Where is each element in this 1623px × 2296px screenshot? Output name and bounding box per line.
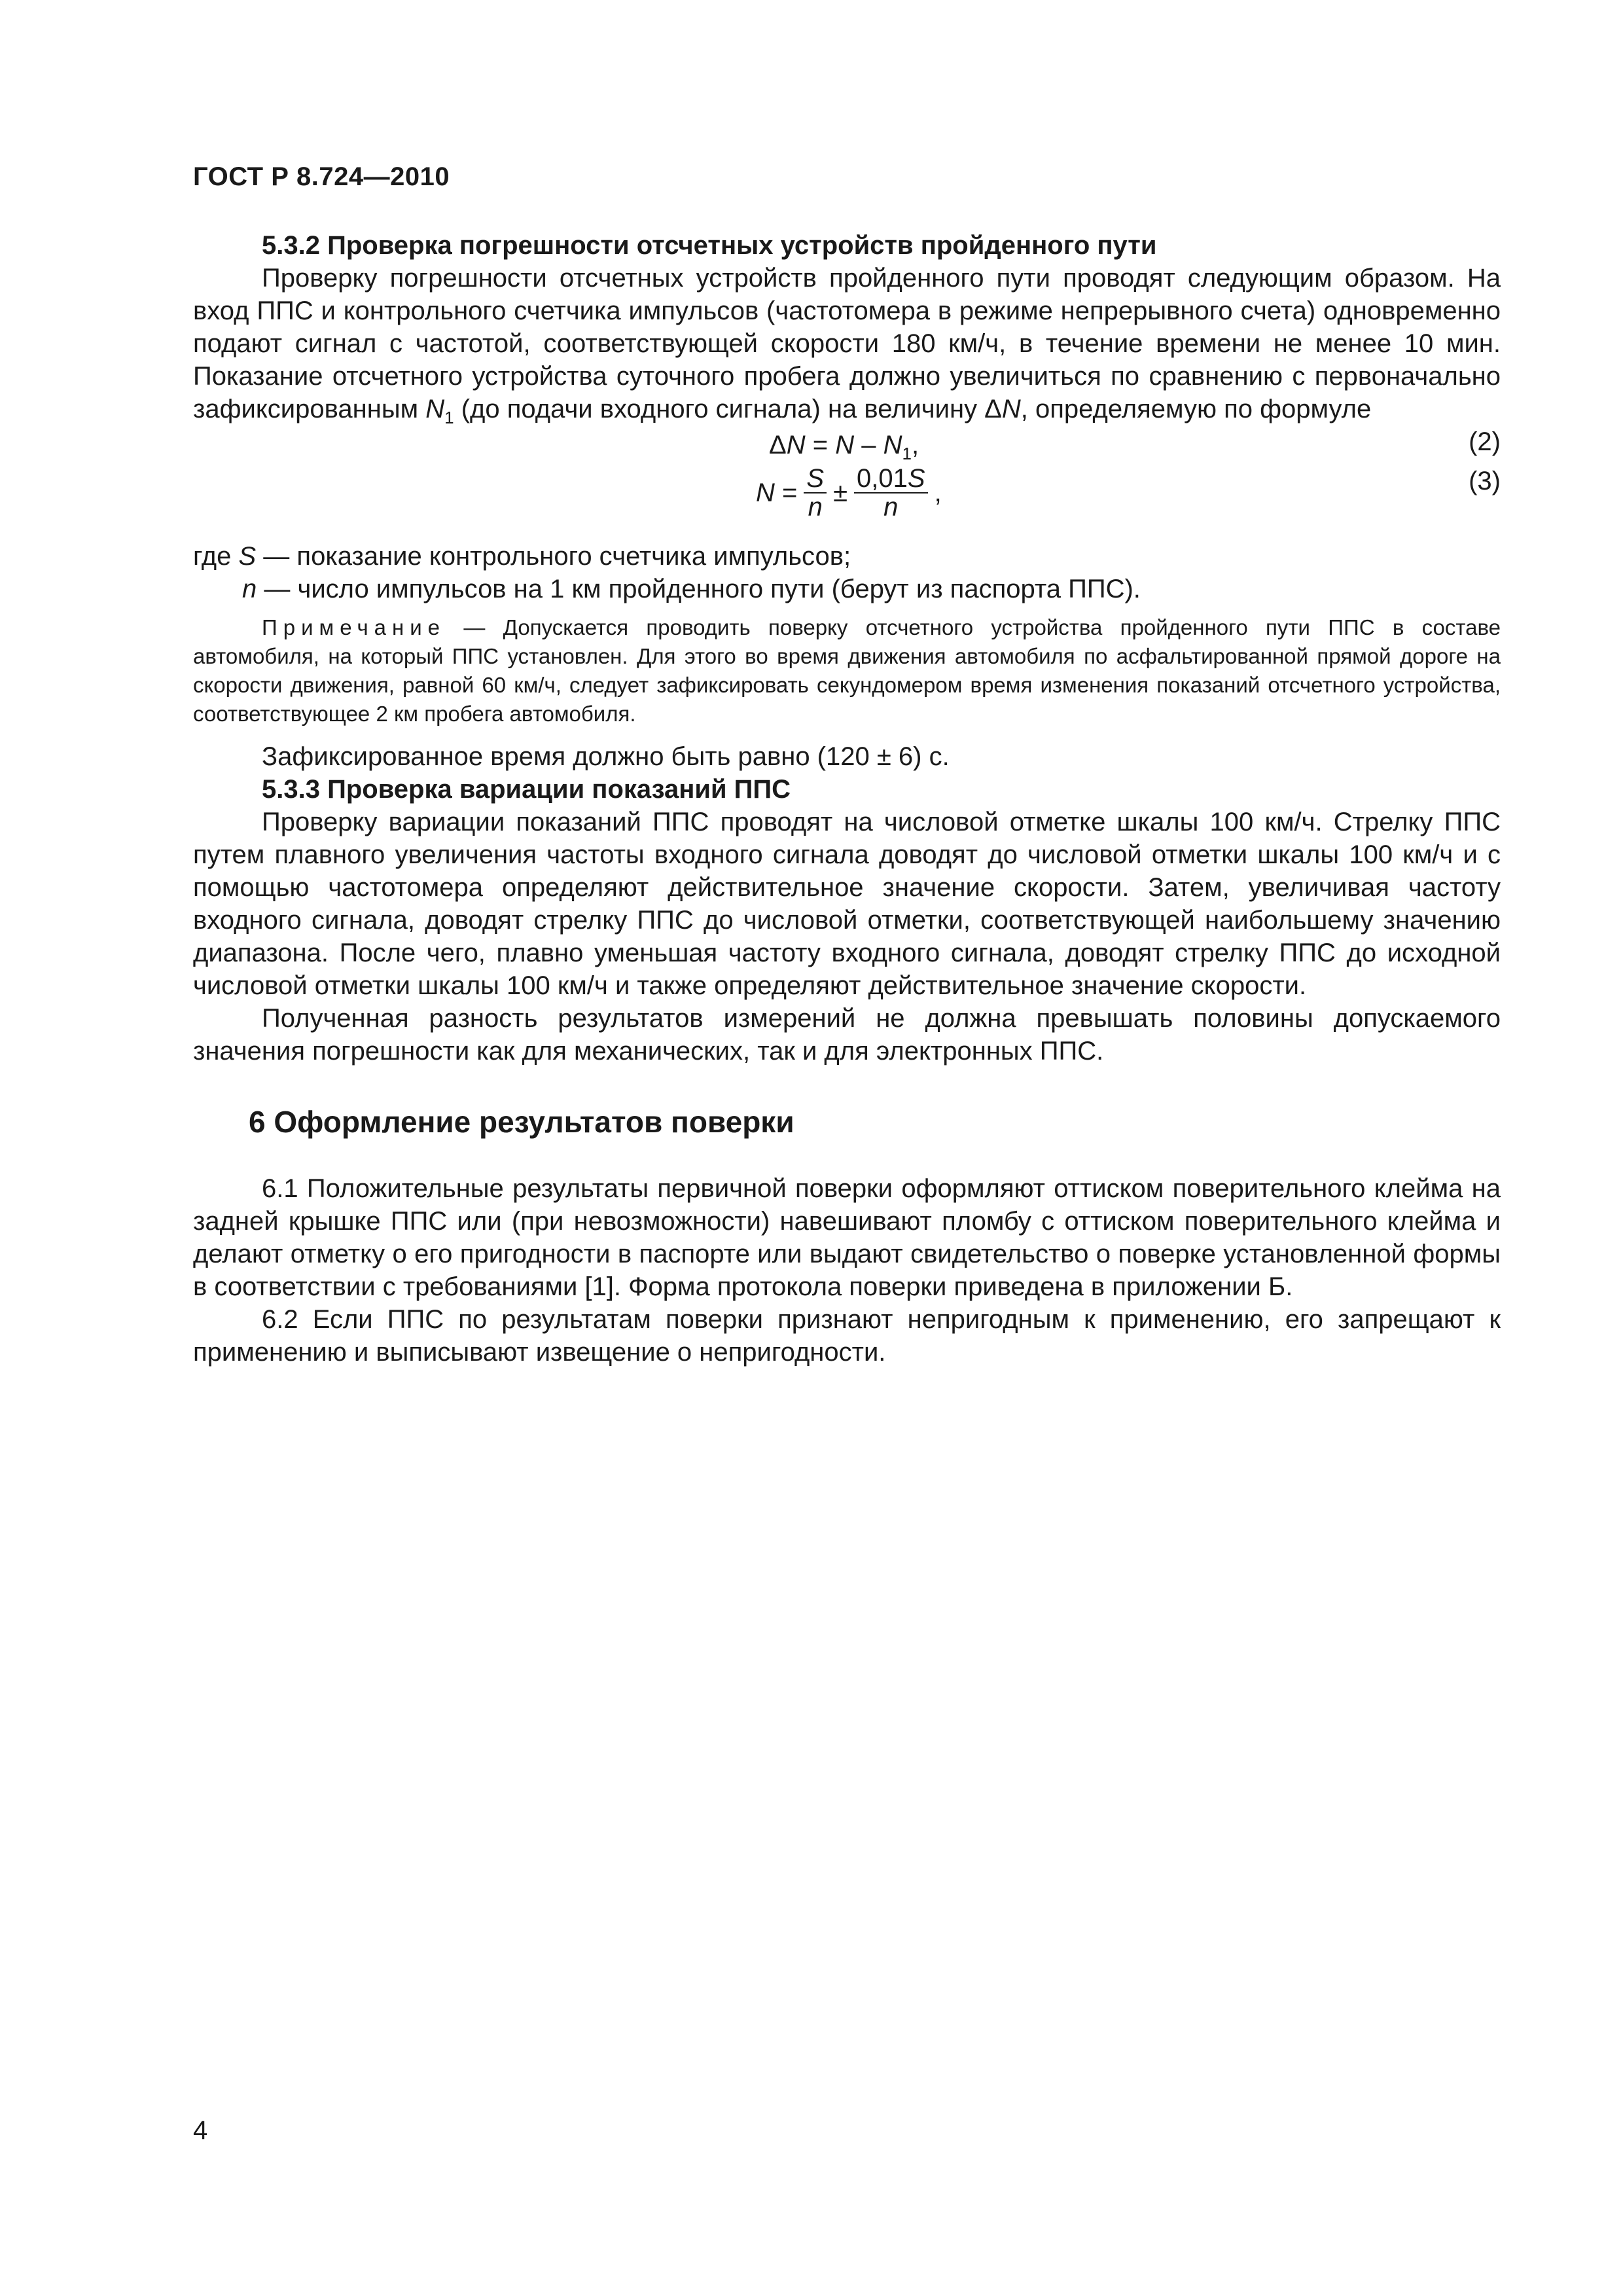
subsection-5-3-2-title: 5.3.2 Проверка погрешности отсчетных устройств пройденного пути	[262, 231, 1157, 260]
paragraph-5-3-3-2: Полученная разность результатов измерений не должна превышать половины допускаемого значения погрешности как для механических, так и для электронных ППС.	[193, 1004, 1501, 1066]
paragraph-5-3-2: Проверку погрешности отсчетных устройств пройденного пути проводят следующим образом. На вход ППС и контрольного счетчика импульсов (частотомера в режиме непрерывного счета) одновременно подают сигнал с частотой, соответствующей скорости 180 км/ч, в течение времени не менее 10 мин. Показание отсчетного устройства суточного пробега должно увеличиться по сравнению с первоначально зафиксированным $N_1$ (до подачи входного сигнала) на величину ΔN, определяемую по формуле	[193, 264, 1501, 427]
formula-3: N = $\frac{S}{n}$ ± $\frac{0,01S}{n}$ , (3)	[756, 464, 1501, 522]
document-body	[193, 229, 1501, 1369]
paragraph-6-2: 6.2 Если ППС по результатам поверки признают непригодным к применению, его запрещают к применению и выписывают извещение о непригодности.	[193, 1305, 1501, 1367]
subsection-5-3-3-title: 5.3.3 Проверка вариации показаний ППС	[262, 775, 791, 804]
formula-3-number: (3)	[1469, 467, 1501, 495]
formula-2-number: (2)	[1469, 427, 1501, 456]
formula-2: $\Delta N = N - N_1$, (2)	[193, 425, 1501, 465]
note-paragraph: Примечание — Допускается проводить поверку отсчетного устройства пройденного пути ППС в составе автомобиля, на который ППС установлен. Для этого во время движения автомобиля по асфальтированной прямой дороге на скорости движения, равной 60 км/ч, следует зафиксировать секундомером время изменения показаний отсчетного устройства, соответствующее 2 км пробега автомобиля.	[193, 615, 1501, 726]
note-label: Примечание	[262, 615, 446, 639]
where-n-line: n — число импульсов на 1 км пройденного пути (берут из паспорта ППС).	[242, 575, 1141, 603]
fixed-time-line: Зафиксированное время должно быть равно (120 ± 6) с.	[262, 742, 950, 771]
where-s-line: где S — показание контрольного счетчика импульсов;	[193, 542, 851, 571]
document-header: ГОСТ Р 8.724—2010	[193, 162, 450, 191]
paragraph-5-3-3-1: Проверку вариации показаний ППС проводят на числовой отметке шкалы 100 км/ч. Стрелку ППС путем плавного увеличения частоты входного сигнала доводят до числовой отметки шкалы 100 км/ч и с помощью частотомера определяют действительное значение скорости. Затем, увеличивая частоту входного сигнала, доводят стрелку ППС до числовой отметки, соответствующей наибольшему значению диапазона. После чего, плавно уменьшая частоту входного сигнала, доводят стрелку ППС до исходной числовой отметки шкалы 100 км/ч и также определяют действительное значение скорости.	[193, 808, 1501, 1000]
paragraph-6-1: 6.1 Положительные результаты первичной поверки оформляют оттиском поверительного клейма на задней крышке ППС или (при невозможности) навешивают пломбу с оттиском поверительного клейма и делают отметку о его пригодности в паспорте или выдают свидетельство о поверке установленной формы в соответствии с требованиями [1]. Форма протокола поверки приведена в приложении Б.	[193, 1174, 1501, 1301]
section-6-title: 6 Оформление результатов поверки	[249, 1105, 794, 1139]
page-number: 4	[193, 2116, 208, 2145]
